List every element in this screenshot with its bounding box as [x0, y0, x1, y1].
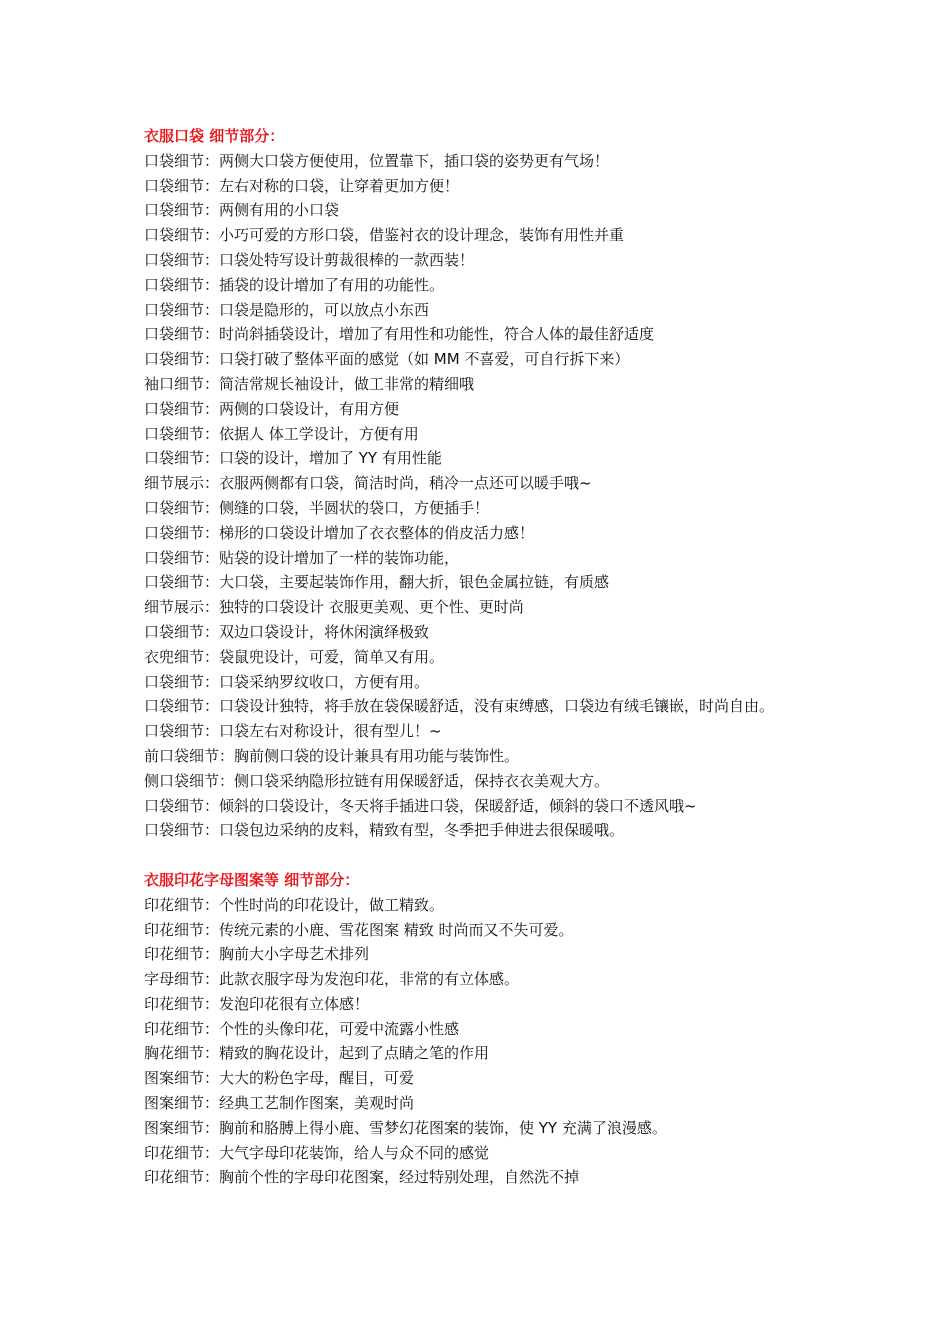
section-heading-pockets: 衣服口袋 细节部分：	[144, 127, 285, 145]
pocket-detail-line: 前口袋细节：胸前侧口袋的设计兼具有用功能与装饰性。	[144, 746, 520, 765]
print-detail-line: 印花细节：胸前大小字母艺术排列	[144, 945, 370, 964]
pocket-detail-line: 细节展示：衣服两侧都有口袋，简洁时尚，稍冷一点还可以暖手哦~	[144, 474, 592, 493]
print-detail-line: 胸花细节：精致的胸花设计，起到了点睛之笔的作用	[144, 1044, 490, 1063]
pocket-detail-line: 侧口袋细节：侧口袋采纳隐形拉链有用保暖舒适，保持衣衣美观大方。	[144, 771, 610, 790]
print-detail-line: 印花细节：个性时尚的印花设计，做工精致。	[144, 895, 445, 914]
pocket-detail-line: 口袋细节：口袋包边采纳的皮料，精致有型，冬季把手伸进去很保暖哦。	[144, 821, 625, 840]
pocket-detail-line: 口袋细节：口袋的设计，增加了 YY 有用性能	[144, 449, 442, 468]
pocket-detail-line: 口袋细节：侧缝的口袋，半圆状的袋口，方便插手！	[144, 498, 490, 517]
pocket-detail-line: 口袋细节：口袋采纳罗纹收口，方便有用。	[144, 672, 430, 691]
print-detail-line: 印花细节：个性的头像印花，可爱中流露小性感	[144, 1019, 460, 1038]
pocket-detail-line: 口袋细节：两侧有用的小口袋	[144, 201, 340, 220]
pocket-detail-line: 衣兜细节：袋鼠兜设计，可爱，简单又有用。	[144, 647, 445, 666]
pocket-detail-line: 口袋细节：口袋设计独特，将手放在袋保暖舒适，没有束缚感，口袋边有绒毛镶嵌，时尚自由。	[144, 697, 775, 716]
pocket-detail-line: 口袋细节：口袋左右对称设计，很有型儿！~	[144, 722, 442, 741]
pocket-detail-line: 口袋细节：口袋是隐形的，可以放点小东西	[144, 300, 430, 319]
pocket-detail-line: 细节展示：独特的口袋设计 衣服更美观、更个性、更时尚	[144, 598, 524, 617]
print-detail-line: 图案细节：大大的粉色字母，醒目，可爱	[144, 1069, 415, 1088]
pocket-detail-line: 口袋细节：两侧大口袋方便使用，位置靠下，插口袋的姿势更有气场！	[144, 151, 610, 170]
print-detail-line: 图案细节：胸前和胳膊上得小鹿、雪梦幻花图案的装饰，使 YY 充满了浪漫感。	[144, 1118, 667, 1137]
pocket-detail-line: 口袋细节：两侧的口袋设计，有用方便	[144, 399, 400, 418]
pocket-detail-line: 口袋细节：口袋处特写设计剪裁很棒的一款西装！	[144, 250, 475, 269]
print-detail-line: 印花细节：发泡印花很有立体感！	[144, 994, 370, 1013]
print-detail-line: 印花细节：大气字母印花装饰，给人与众不同的感觉	[144, 1143, 490, 1162]
pocket-detail-line: 口袋细节：双边口袋设计，将休闲演绎极致	[144, 622, 430, 641]
pocket-detail-line: 口袋细节：口袋打破了整体平面的感觉（如 MM 不喜爱，可自行拆下来）	[144, 350, 630, 369]
section-heading-prints: 衣服印花字母图案等 细节部分：	[144, 870, 360, 889]
document-body	[144, 124, 824, 1190]
pocket-detail-line: 口袋细节：大口袋，主要起装饰作用，翻大折，银色金属拉链，有质感	[144, 573, 610, 592]
pocket-detail-line: 口袋细节：依据人 体工学设计，方便有用	[144, 424, 419, 443]
pocket-detail-line: 口袋细节：贴袋的设计增加了一样的装饰功能，	[144, 548, 460, 567]
section-spacer	[144, 843, 824, 868]
pocket-detail-line: 口袋细节：小巧可爱的方形口袋，借鉴衬衣的设计理念，装饰有用性并重	[144, 226, 625, 245]
pocket-detail-line: 口袋细节：左右对称的口袋，让穿着更加方便！	[144, 176, 460, 195]
pocket-detail-line: 口袋细节：时尚斜插袋设计，增加了有用性和功能性，符合人体的最佳舒适度	[144, 325, 655, 344]
pocket-detail-line: 口袋细节：倾斜的口袋设计，冬天将手插进口袋，保暖舒适，倾斜的袋口不透风哦~	[144, 796, 697, 815]
print-detail-line: 字母细节：此款衣服字母为发泡印花，非常的有立体感。	[144, 970, 520, 989]
pocket-detail-line: 口袋细节：梯形的口袋设计增加了衣衣整体的俏皮活力感！	[144, 523, 535, 542]
print-detail-line: 印花细节：胸前个性的字母印花图案，经过特别处理，自然洗不掉	[144, 1168, 580, 1187]
pocket-detail-line: 袖口细节：简洁常规长袖设计，做工非常的精细哦	[144, 374, 475, 393]
print-detail-line: 印花细节：传统元素的小鹿、雪花图案 精致 时尚而又不失可爱。	[144, 920, 574, 939]
pocket-detail-line: 口袋细节：插袋的设计增加了有用的功能性。	[144, 275, 445, 294]
print-detail-line: 图案细节：经典工艺制作图案，美观时尚	[144, 1094, 415, 1113]
